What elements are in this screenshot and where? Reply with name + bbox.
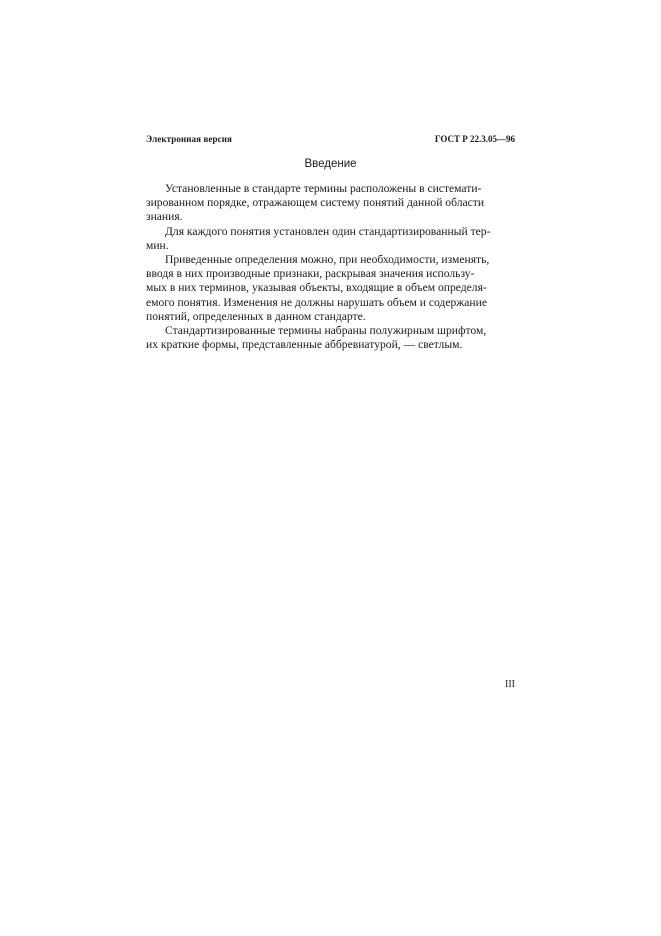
page-number: III [505, 679, 515, 690]
paragraph [146, 225, 515, 253]
running-header-right: ГОСТ Р 22.3.05—96 [434, 134, 515, 144]
text-line: Приведенные определения можно, при необходимости, изменять, [165, 253, 490, 267]
body-text [146, 182, 515, 352]
text-line: вводя в них производные признаки, раскрывая значения использу- [146, 267, 475, 281]
text-line: знания. [146, 210, 183, 224]
paragraph [146, 324, 515, 352]
text-line: зированном порядке, отражающем систему понятий данной области [146, 196, 485, 210]
text-line: их краткие формы, представленные аббревиатурой, — светлым. [146, 338, 463, 352]
text-line: мин. [146, 238, 169, 252]
text-line: емого понятия. Изменения не должны нарушать объем и содержание [146, 295, 487, 309]
text-line: Стандартизированные термины набраны полужирным шрифтом, [165, 324, 487, 338]
paragraph [146, 253, 515, 324]
text-line: Для каждого понятия установлен один стандартизированный тер- [165, 224, 491, 238]
paragraph [146, 182, 515, 225]
section-title: Введение [304, 158, 357, 170]
text-line: мых в них терминов, указывая объекты, входящие в объем определя- [146, 281, 487, 295]
running-header-left: Электронная версия [146, 134, 232, 144]
text-line: понятий, определенных в данном стандарте. [146, 309, 366, 323]
text-line: Установленные в стандарте термины расположены в системати- [165, 182, 482, 195]
